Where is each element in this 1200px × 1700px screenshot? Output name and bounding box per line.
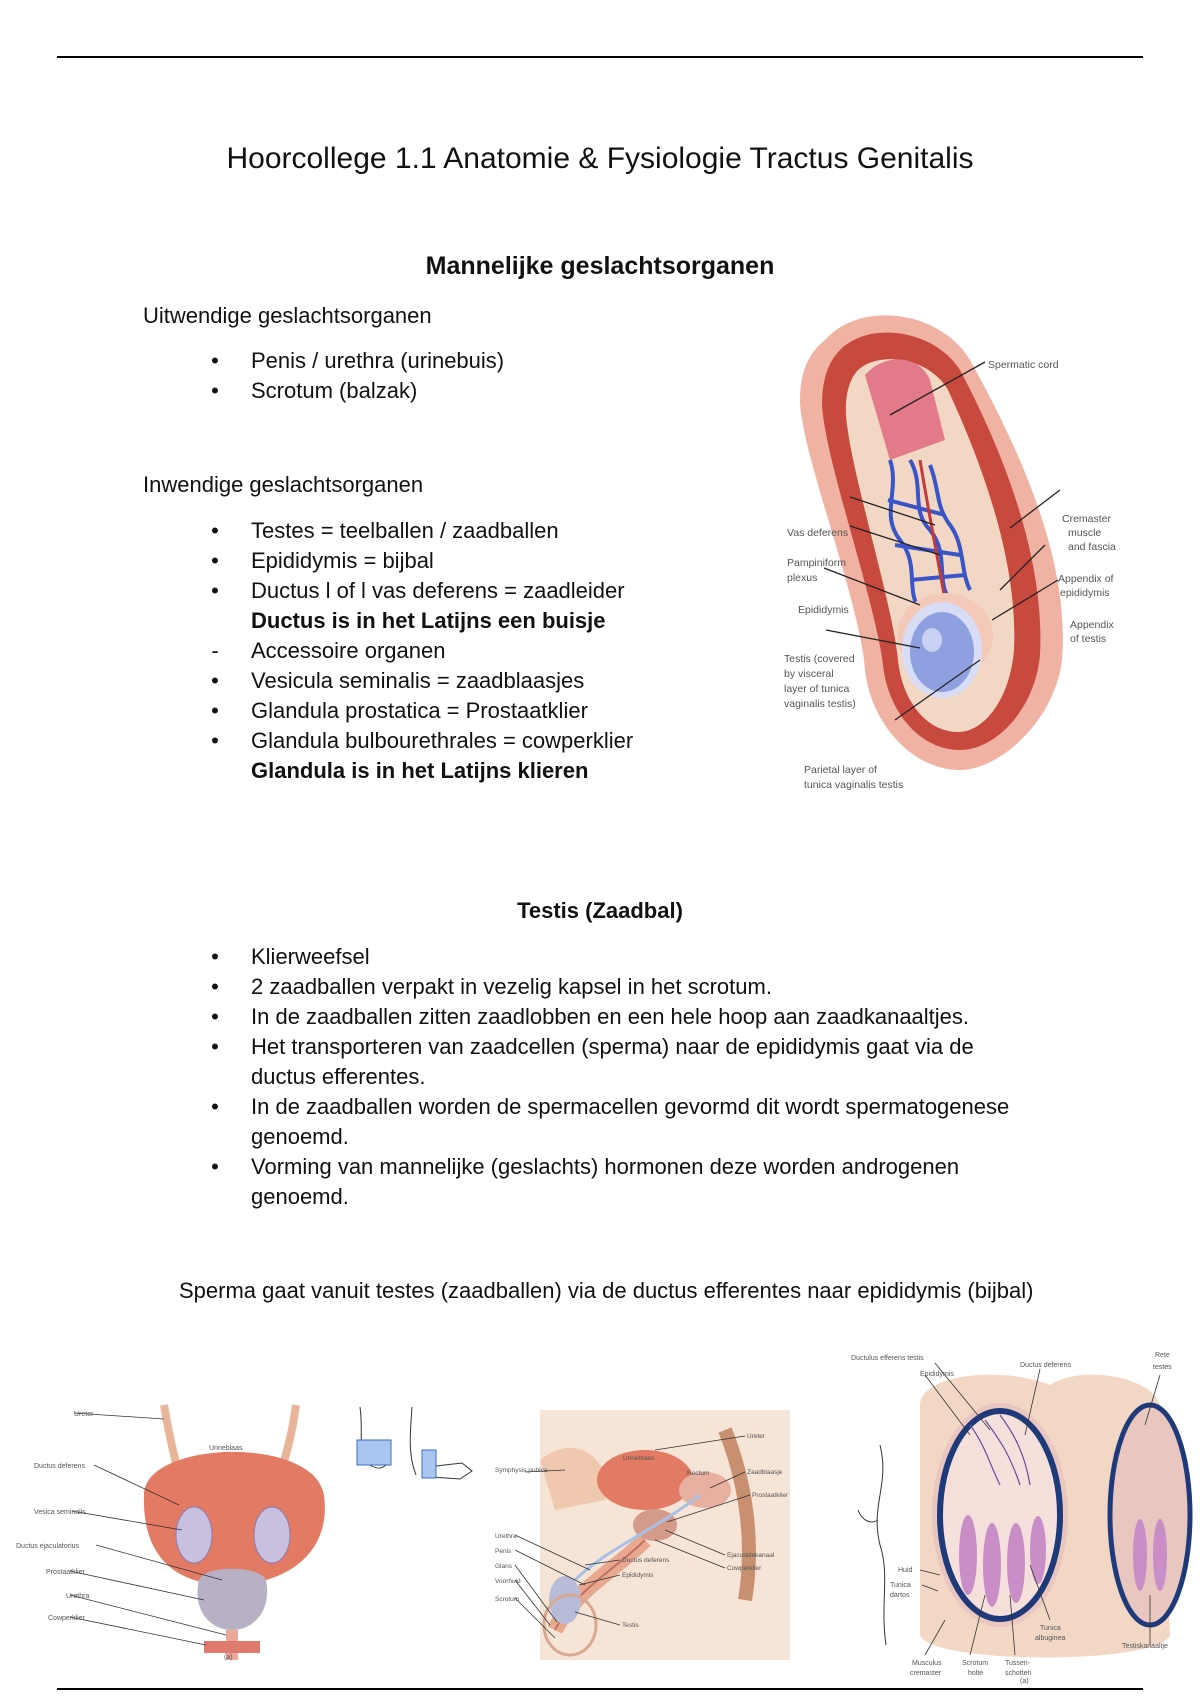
- body-outline-sketch: [858, 1445, 886, 1645]
- label-tunica-dartos-1: Tunica: [890, 1582, 911, 1589]
- list-item: • Vorming van mannelijke (geslachts) hormonen deze worden androgenen genoemd.: [179, 1152, 1079, 1212]
- label-glans: Glans: [495, 1563, 512, 1570]
- list-item: • Klierweefsel: [179, 942, 1079, 972]
- label-musculus-1: Musculus: [912, 1660, 942, 1667]
- label-testis-1: Testis (covered: [784, 653, 855, 665]
- cowper-shape: [204, 1641, 260, 1653]
- label-tunica-dartos-2: dartos: [890, 1592, 910, 1599]
- label-tussenschotten-1: Tussen-: [1005, 1660, 1031, 1667]
- label-testis: Testis: [622, 1622, 639, 1629]
- label-pampiniform-2: plexus: [787, 572, 818, 584]
- list-item: • Glandula prostatica = Prostaatklier: [179, 696, 633, 726]
- label-appendix-testis-2: of testis: [1070, 633, 1107, 645]
- internal-organs-list: [179, 516, 633, 786]
- prostate-shape: [197, 1569, 267, 1630]
- label-vas-deferens: Vas deferens: [787, 527, 849, 539]
- external-organs-label: Uitwendige geslachtsorganen: [143, 303, 432, 328]
- label-cowperklier: Cowperklier: [48, 1615, 85, 1622]
- label-zaadblaasje: Zaadblaasje: [747, 1469, 783, 1476]
- label-panel-a: (a): [224, 1654, 233, 1661]
- label-spermatic-cord: Spermatic cord: [988, 359, 1059, 371]
- label-ductus-deferens: Ductus deferens: [1020, 1362, 1071, 1369]
- label-cremaster-3: and fascia: [1068, 541, 1116, 553]
- testis-shape: [910, 612, 974, 692]
- label-testis-4: vaginalis testis): [784, 698, 856, 710]
- testis-highlight: [922, 628, 942, 652]
- label-rete-2: testes: [1153, 1364, 1172, 1371]
- list-item: • In de zaadballen worden de spermacellen gevormd dit wordt spermatogenese genoemd.: [179, 1092, 1079, 1152]
- list-item: • Testes = teelballen / zaadballen: [179, 516, 633, 546]
- top-rule: [57, 56, 1143, 58]
- testis-list: [179, 942, 1079, 1212]
- label-cremaster-2: muscle: [1068, 527, 1102, 539]
- label-urineblaas: Urineblaas: [209, 1445, 243, 1452]
- label-epididymis: Epididymis: [920, 1371, 954, 1378]
- list-item: • Scrotum (balzak): [179, 376, 504, 406]
- scrotum-anatomy-figure: [770, 300, 1150, 800]
- label-parietal-2: tunica vaginalis testis: [804, 779, 904, 791]
- label-urethra: Urethra: [495, 1533, 517, 1540]
- label-urineblaas: Urineblaas: [623, 1455, 655, 1462]
- list-item: - Accessoire organen: [179, 636, 633, 666]
- testis-section-figure: [850, 1345, 1195, 1685]
- orientation-box-left: [357, 1440, 391, 1465]
- list-note: Ductus is in het Latijns een buisje: [251, 608, 606, 633]
- list-item: • Epididymis = bijbal: [179, 546, 633, 576]
- label-tunica-alb-1: Tunica: [1040, 1625, 1061, 1632]
- label-scrotum-holte-2: holte: [968, 1670, 984, 1677]
- bottom-rule: [57, 1688, 1143, 1690]
- label-epididymis: Epididymis: [622, 1572, 654, 1579]
- label-ductus-deferens: Ductus deferens: [622, 1557, 670, 1564]
- list-note: Glandula is in het Latijns klieren: [251, 758, 589, 783]
- sperm-path-text: Sperma gaat vanuit testes (zaadballen) via de ductus efferentes naar epididymis (bijbal): [179, 1278, 1034, 1303]
- label-rectum: Rectum: [687, 1470, 710, 1477]
- sagittal-figure: [495, 1400, 840, 1670]
- list-item: • Penis / urethra (urinebuis): [179, 346, 504, 376]
- male-organs-heading: Mannelijke geslachtsorganen: [425, 252, 775, 280]
- label-epididymis: Epididymis: [798, 604, 849, 616]
- orientation-sketch: [352, 1405, 487, 1505]
- label-ureter: Ureter: [74, 1411, 94, 1418]
- label-cowperklier: Cowperklier: [727, 1565, 762, 1572]
- second-testis-shape: [1110, 1405, 1190, 1625]
- bladder-shape: [144, 1452, 325, 1585]
- list-item: • Glandula bulbourethrales = cowperklier: [179, 726, 633, 756]
- label-ejaculatorius: Ejaculatiekanaal: [727, 1552, 775, 1559]
- label-scrotum: Scrotum: [495, 1596, 520, 1603]
- label-appendix-testis-1: Appendix: [1070, 619, 1114, 631]
- prostate-figure: [14, 1395, 350, 1665]
- label-urethra: Urethra: [66, 1593, 90, 1600]
- label-huid: Huid: [898, 1567, 913, 1574]
- testis-heading: Testis (Zaadbal): [517, 898, 683, 923]
- list-item: • Het transporteren van zaadcellen (sperma) naar de epididymis gaat via de ductus efferentes.: [179, 1032, 1079, 1092]
- label-scrotum-holte-1: Scrotum: [962, 1660, 989, 1667]
- label-testis-3: layer of tunica: [784, 683, 850, 695]
- orientation-box-right: [422, 1450, 436, 1478]
- label-symphysis: Symphysis pubica: [495, 1467, 548, 1474]
- label-prostaatklier: Prostaatklier: [46, 1569, 85, 1576]
- label-penis: Penis: [495, 1548, 512, 1555]
- label-prostaatklier: Prostaatklier: [752, 1492, 789, 1499]
- page-title: Hoorcollege 1.1 Anatomie & Fysiologie Tractus Genitalis: [226, 142, 974, 175]
- label-ductulus: Ductulus efferens testis: [851, 1355, 924, 1362]
- label-panel-a: (a): [1020, 1678, 1029, 1685]
- label-rete-1: Rete: [1155, 1352, 1170, 1359]
- label-pampiniform-1: Pampiniform: [787, 557, 846, 569]
- external-organs-list: [179, 346, 504, 406]
- label-voorhuid: Voorhuid: [495, 1578, 521, 1585]
- label-musculus-2: cremaster: [910, 1670, 942, 1677]
- label-cremaster-1: Cremaster: [1062, 513, 1112, 525]
- label-tussenschotten-2: schotten: [1005, 1670, 1032, 1677]
- label-appendix-epi-2: epididymis: [1060, 587, 1110, 599]
- list-item: • 2 zaadballen verpakt in vezelig kapsel in het scrotum.: [179, 972, 1079, 1002]
- seminal-vesicle-shape: [679, 1472, 731, 1508]
- internal-organs-label: Inwendige geslachtsorganen: [143, 472, 424, 497]
- list-item: • In de zaadballen zitten zaadlobben en een hele hoop aan zaadkanaaltjes.: [179, 1002, 1079, 1032]
- label-ductus-deferens: Ductus deferens: [34, 1463, 85, 1470]
- label-ductus-ejaculatorius: Ductus ejaculatorius: [16, 1543, 80, 1550]
- list-item: • Ductus l of l vas deferens = zaadleider: [179, 576, 633, 606]
- label-vesica-seminalis: Vesica seminalis: [34, 1509, 86, 1516]
- list-item: • Vesicula seminalis = zaadblaasjes: [179, 666, 633, 696]
- label-testiskanaaltje: Testiskanaaltje: [1122, 1643, 1168, 1650]
- label-ureter: Ureter: [747, 1433, 766, 1440]
- label-testis-2: by visceral: [784, 668, 834, 680]
- label-parietal-1: Parietal layer of: [804, 764, 877, 776]
- label-appendix-epi-1: Appendix of: [1058, 573, 1114, 585]
- label-tunica-alb-2: albuginea: [1035, 1635, 1066, 1642]
